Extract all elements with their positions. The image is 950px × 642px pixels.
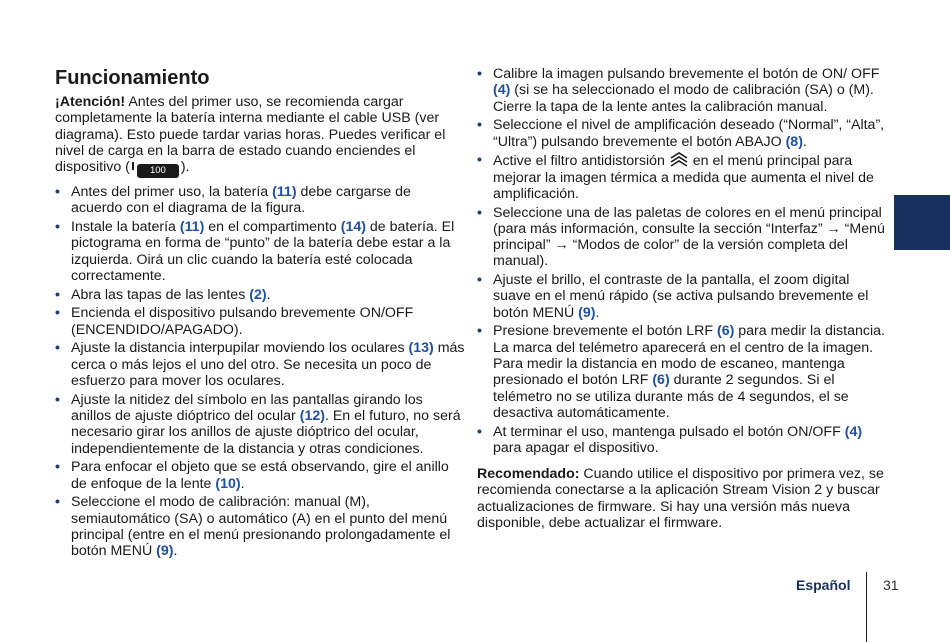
attention-text: Antes del primer uso, se recomienda cargar completamente la batería interna mediante el cable USB (ver diagrama). Esto puede tardar varias horas. Puedes verificar el nivel de carga en la barra de estado cuando enciendes el dispositivo ( (55, 94, 446, 176)
list-item (477, 152, 885, 202)
item-text: de batería. El pictograma en forma de “punto” de la batería debe estar a la izquierda. Oirá un clic cuando la batería esté colocada correctamente. (71, 219, 455, 285)
section-title: Funcionamiento (55, 67, 210, 89)
item-text: Encienda el dispositivo pulsando brevemente ON/OFF (ENCENDIDO/APAGADO). (71, 305, 414, 338)
list-item (55, 287, 465, 303)
item-text: . En el futuro, no será necesario girar los anillos de ajuste dióptrico del ocular, independientemente de la distancia y otras condiciones. (71, 408, 461, 457)
recommended-paragraph (477, 466, 885, 531)
list-item (477, 117, 885, 150)
left-column (55, 66, 465, 562)
footer-divider (866, 572, 867, 642)
item-text: Para enfocar el objeto que se está observando, gire el anillo de enfoque de la lente (71, 459, 449, 492)
item-text: . (266, 286, 271, 303)
item-text: Presione brevemente el botón LRF (493, 323, 717, 340)
list-item (55, 219, 465, 284)
item-text: Active el filtro antidistorsión (493, 153, 669, 170)
left-bullet-list (55, 184, 465, 559)
distortion-filter-icon (669, 152, 689, 168)
list-item (55, 184, 465, 217)
list-item (477, 424, 885, 457)
figure-reference: (4) (493, 82, 511, 99)
list-item (477, 66, 885, 115)
item-text: . (802, 133, 807, 150)
figure-reference: (12) (299, 408, 325, 424)
list-item (477, 205, 885, 270)
figure-reference: (10) (215, 475, 241, 492)
recommended-text: Cuando utilice el dispositivo por primera vez, se recomienda conectarse a la aplicación Stream Vision 2 y buscar actualizaciones de firmware. Si hay una versión más nueva disponible, debe actualizar el firmware. (477, 466, 884, 532)
language-tab-marker (894, 195, 950, 250)
item-text: . (240, 475, 245, 492)
item-text: Seleccione el nivel de amplificación deseado (“Normal”, “Alta”, “Ultra”) pulsando brevemente el botón ABAJO (493, 117, 885, 150)
item-text: At terminar el uso, mantenga pulsado el botón ON/OFF (493, 423, 845, 440)
battery-tip-icon (132, 162, 134, 170)
recommended-lead: Recomendado: (477, 466, 580, 483)
item-text: más cerca o más lejos el uno del otro. Se necesita un poco de esfuerzo para mover los oculares. (71, 340, 465, 390)
list-item (55, 459, 465, 492)
item-text: . (595, 304, 600, 321)
footer-language: Español (796, 577, 851, 593)
item-text: Instale la batería (71, 219, 180, 236)
item-text: durante 2 segundos. Si el telémetro no se utiliza durante más de 4 segundos, el se desactiva automáticamente. (493, 372, 849, 421)
list-item (55, 494, 465, 559)
figure-reference: (9) (156, 543, 174, 560)
item-text: en el compartimento (204, 219, 341, 236)
figure-reference: (9) (578, 304, 596, 321)
attention-lead: ¡Atención! (55, 94, 126, 110)
item-text: Abra las tapas de las lentes (71, 286, 250, 303)
list-item (55, 392, 465, 457)
item-text: debe cargarse de acuerdo con el diagrama de la figura. (71, 184, 411, 217)
item-text: para medir la distancia. La marca del telémetro aparecerá en el centro de la imagen. Para medir la distancia en modo de escaneo, mantenga presionado el botón LRF (493, 323, 885, 389)
figure-reference: (11) (272, 184, 297, 201)
attention-paragraph (55, 94, 465, 178)
right-bullet-list (477, 66, 885, 456)
list-item (55, 340, 465, 389)
item-text: Ajuste el brillo, el contraste de la pantalla, el zoom digital suave en el menú rápido (se activa pulsando brevemente el botón MENÚ (493, 272, 869, 321)
battery-icon: 100 (137, 164, 179, 178)
figure-reference: (14) (340, 219, 366, 236)
figure-reference: (4) (844, 423, 863, 440)
right-column (477, 66, 885, 537)
item-text: Seleccione una de las paletas de colores en el menú principal (para más información, consulte la sección “Interfaz” → “Menú principal” → “Modos de color” de la versión completa del manual). (493, 204, 885, 270)
figure-reference: (2) (249, 286, 267, 303)
list-item (55, 305, 465, 338)
figure-reference: (11) (179, 219, 205, 236)
item-text: Seleccione el modo de calibración: manual (M), semiautomático (SA) o automático (A) en el punto del menú principal (entre en el menú presionando prolongadamente el botón MENÚ (71, 494, 451, 560)
item-text: Ajuste la nitidez del símbolo en las pantallas girando los anillos de ajuste dióptrico del ocular (71, 391, 423, 424)
figure-reference: (6) (652, 372, 670, 389)
list-item (477, 272, 885, 321)
item-text: para apagar el dispositivo. (493, 439, 659, 456)
list-item (477, 323, 885, 421)
item-text: Calibre la imagen pulsando brevemente el botón de ON/ OFF (493, 66, 880, 82)
figure-reference: (8) (785, 133, 803, 150)
attention-text-end: ). (180, 159, 190, 176)
item-text: Ajuste la distancia interpupilar moviendo los oculares (71, 340, 409, 357)
item-text: (si se ha seleccionado el modo de calibración (SA) o (M). Cierre la tapa de la lente antes la calibración manual. (493, 82, 874, 115)
item-text: . (173, 543, 178, 560)
item-text: en el menú principal para mejorar la imagen térmica a medida que aumenta el nivel de amplificación. (493, 153, 874, 202)
figure-reference: (13) (408, 340, 434, 357)
page-number: 31 (883, 577, 899, 593)
figure-reference: (6) (716, 323, 735, 340)
item-text: Antes del primer uso, la batería (71, 184, 273, 201)
